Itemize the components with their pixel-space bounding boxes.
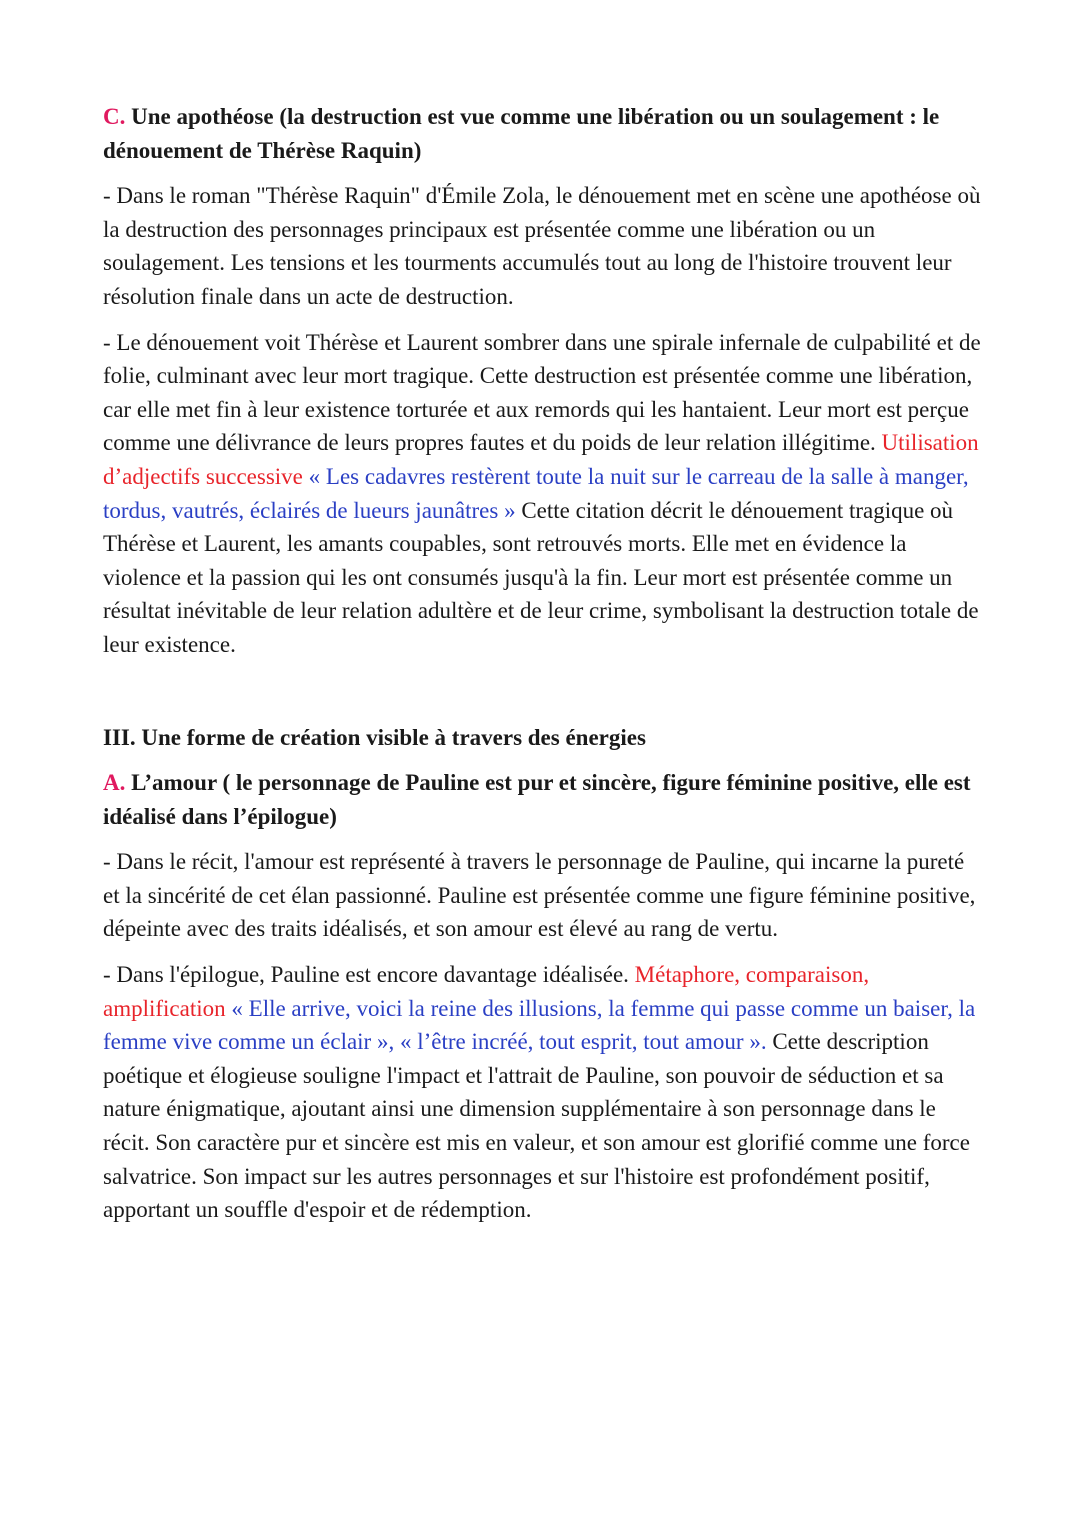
subsection-a-title: L’amour ( le personnage de Pauline est pur et sincère, figure féminine positive, elle est idéalisé dans l’épilogue) (103, 770, 971, 829)
literary-device-label: Utilisation d’adjectifs successive (103, 430, 979, 489)
subsection-c-marker: C. (103, 104, 126, 129)
subsection-a-marker: A. (103, 770, 126, 796)
quotation: « Elle arrive, voici la reine des illusions, la femme qui passe comme un baiser, la femme vive comme un éclair », « l’être incréé, tout esprit, tout amour ». (103, 995, 976, 1055)
paragraph-c1: - Dans le roman "Thérèse Raquin" d'Émile Zola, le dénouement met en scène une apothéose où la destruction des personnages principaux est présentée comme une libération ou un soulagement. Les tensions et les tourments accumulés tout au long de l'histoire trouvent leur résolution finale dans un acte de destruction. (103, 183, 981, 309)
paragraph-a2 (103, 958, 983, 1227)
literary-device-label: Métaphore, comparaison, amplification (103, 962, 870, 1021)
subsection-c-title: Une apothéose (la destruction est vue comme une libération ou un soulagement : le dénouement de Thérèse Raquin) (103, 104, 940, 163)
section-3-heading: III. Une forme de création visible à travers des énergies (103, 724, 646, 750)
paragraph-c2-text-start: - Le dénouement voit Thérèse et Laurent sombrer dans une spirale infernale de culpabilité et de folie, culminant avec leur mort tragique. Cette destruction est présentée comme une libération, car elle met fin à leur existence torturée et aux remords qui les hantaient. Leur mort est perçue comme une délivrance de leurs propres fautes et du poids de leur relation illégitime. (103, 329, 981, 456)
document-page (103, 100, 983, 1239)
paragraph-a2-text-start: - Dans l'épilogue, Pauline est encore davantage idéalisée. (103, 962, 635, 988)
paragraph-c2-text-end: Cette citation décrit le dénouement tragique où Thérèse et Laurent, les amants coupables, sont retrouvés morts. Elle met en évidence la violence et la passion qui les ont consumés jusqu'à la fin. Leur mort est présentée comme un résultat inévitable de leur relation adultère et de leur crime, symbolisant la destruction totale de leur existence. (103, 497, 979, 657)
quotation: « Les cadavres restèrent toute la nuit sur le carreau de la salle à manger, tordus, vautrés, éclairés de lueurs jaunâtres » (103, 463, 969, 523)
paragraph-a2-text-end: Cette description poétique et élogieuse souligne l'impact et l'attrait de Pauline, son pouvoir de séduction et sa nature énigmatique, ajoutant ainsi une dimension supplémentaire à son personnage dans le récit. Son caractère pur et sincère est mis en valeur, et son amour est glorifié comme une force salvatrice. Son impact sur les autres personnages et sur l'histoire est profondément positif, apportant un souffle d'espoir et de rédemption. (103, 1029, 970, 1223)
subsection-c-heading (103, 100, 983, 167)
section-spacer (103, 674, 983, 721)
subsection-a-heading (103, 766, 983, 833)
paragraph-a1: - Dans le récit, l'amour est représenté à travers le personnage de Pauline, qui incarne la pureté et la sincérité de cet élan passionné. Pauline est présentée comme une figure féminine positive, dépeinte avec des traits idéalisés, et son amour est élevé au rang de vertu. (103, 849, 976, 942)
paragraph-c2 (103, 326, 983, 662)
